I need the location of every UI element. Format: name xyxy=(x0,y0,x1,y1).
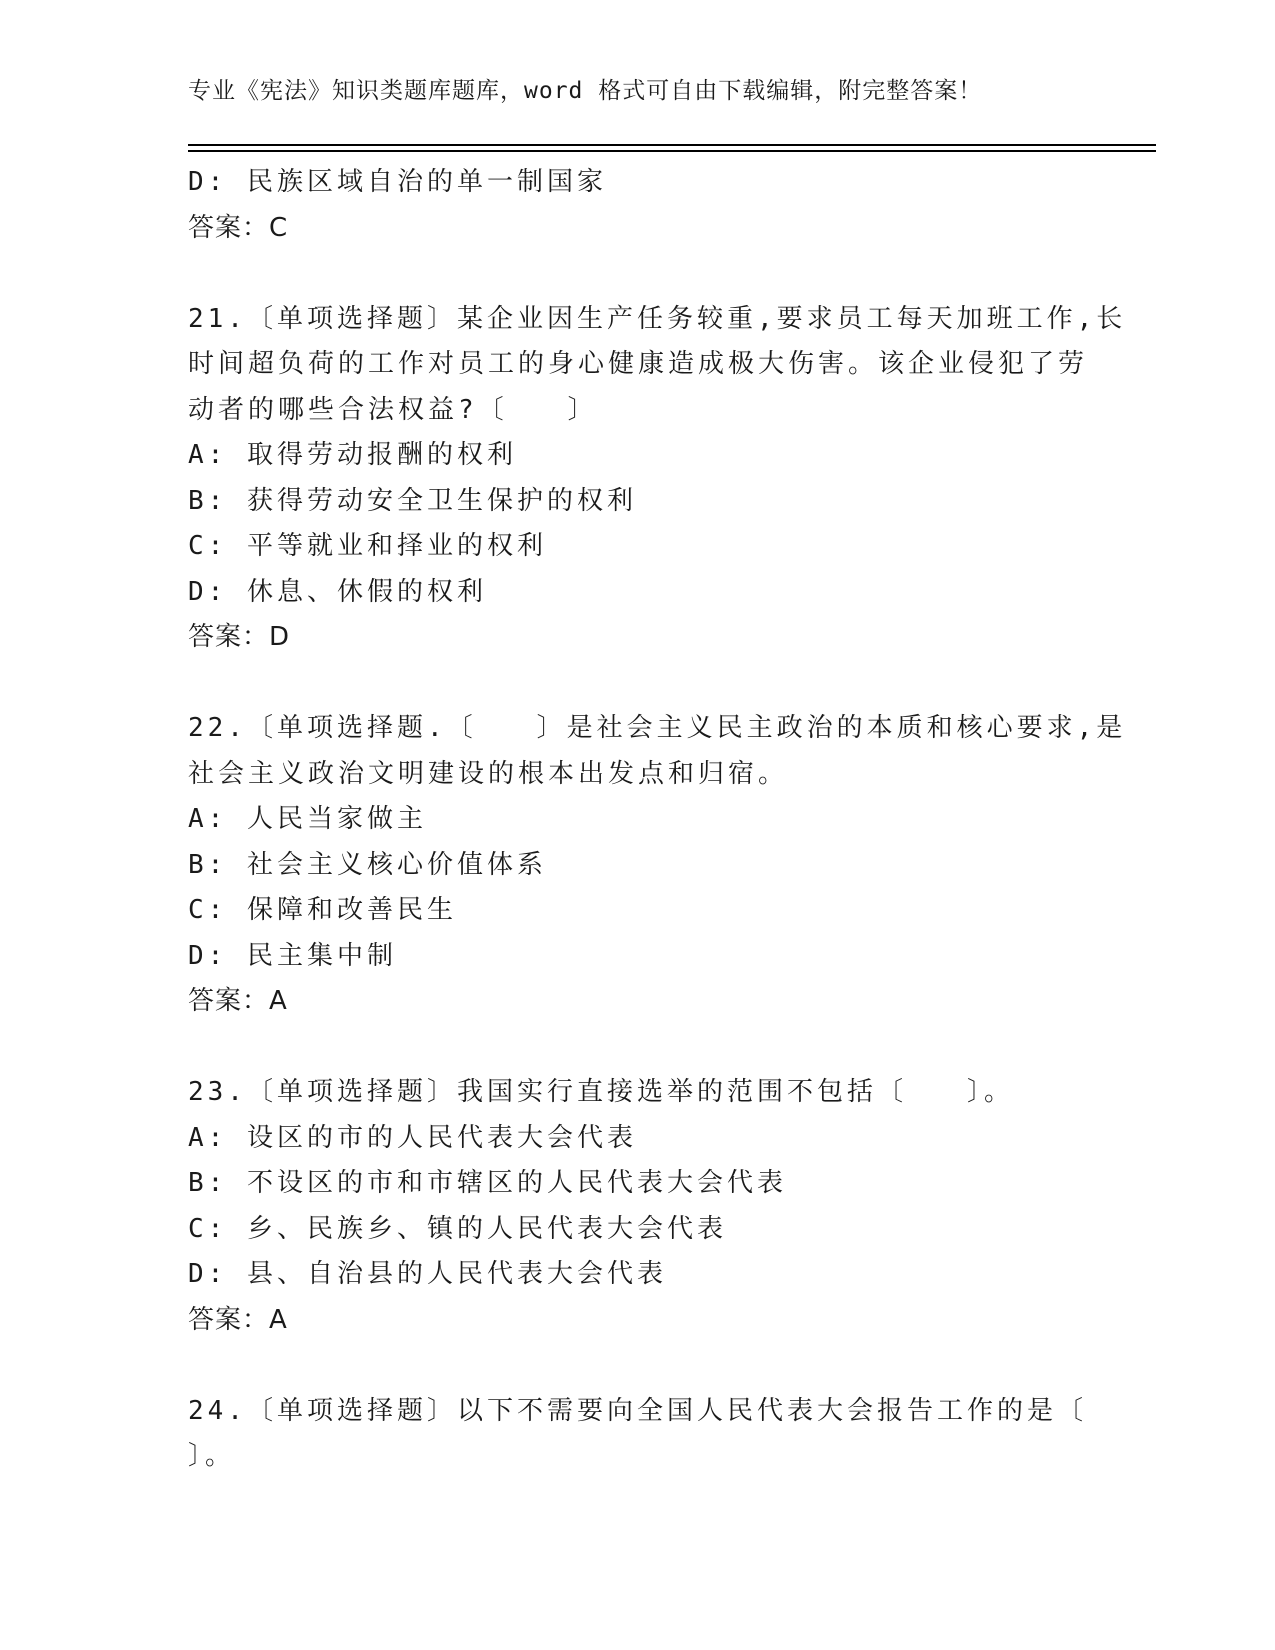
question-stem-line: 22.〔单项选择题.〔 〕是社会主义民主政治的本质和核心要求,是 xyxy=(188,713,1127,743)
question-stem-line: 23.〔单项选择题〕我国实行直接选举的范围不包括〔 〕。 xyxy=(188,1077,1014,1107)
question-24 xyxy=(188,1389,1088,1480)
option-c: C: 保障和改善民生 xyxy=(188,895,457,925)
page-header: 专业《宪法》知识类题库题库，word 格式可自由下载编辑，附完整答案！ xyxy=(188,78,983,104)
option-b: B: 社会主义核心价值体系 xyxy=(188,849,547,880)
option-b: B: 不设区的市和市辖区的人民代表大会代表 xyxy=(188,1168,787,1198)
answer-line: 答案：A xyxy=(188,986,288,1016)
answer-line: 答案：D xyxy=(188,622,291,652)
option-b: B: 获得劳动安全卫生保护的权利 xyxy=(188,485,637,516)
question-stem-line: 24.〔单项选择题〕以下不需要向全国人民代表大会报告工作的是〔 xyxy=(188,1395,1087,1426)
header-rule-bottom xyxy=(188,150,1156,152)
question-list xyxy=(188,160,1127,1480)
option-d: D: 民族区域自治的单一制国家 xyxy=(188,167,607,197)
option-a: A: 人民当家做主 xyxy=(188,804,427,834)
question-stem-line: 〕。 xyxy=(188,1441,236,1471)
option-d: D: 县、自治县的人民代表大会代表 xyxy=(188,1259,667,1289)
question-22 xyxy=(188,706,1127,1025)
option-a: A: 取得劳动报酬的权利 xyxy=(188,440,517,470)
question-stem-line: 时间超负荷的工作对员工的身心健康造成极大伤害。该企业侵犯了劳 xyxy=(188,349,1089,379)
question-stem-line: 21.〔单项选择题〕某企业因生产任务较重,要求员工每天加班工作,长 xyxy=(188,303,1127,334)
answer-line: 答案：C xyxy=(188,212,289,243)
header-rule-top xyxy=(188,144,1156,146)
answer-line: 答案：A xyxy=(188,1304,288,1335)
option-a: A: 设区的市的人民代表大会代表 xyxy=(188,1122,637,1153)
option-d: D: 民主集中制 xyxy=(188,940,397,971)
option-d: D: 休息、休假的权利 xyxy=(188,576,487,607)
question-stem-line: 动者的哪些合法权益?〔 〕 xyxy=(188,394,598,425)
option-c: C: 乡、民族乡、镇的人民代表大会代表 xyxy=(188,1213,727,1244)
option-c: C: 平等就业和择业的权利 xyxy=(188,531,547,561)
question-21 xyxy=(188,297,1127,661)
question-23 xyxy=(188,1070,1088,1343)
question-stem-line: 社会主义政治文明建设的根本出发点和归宿。 xyxy=(188,758,789,789)
